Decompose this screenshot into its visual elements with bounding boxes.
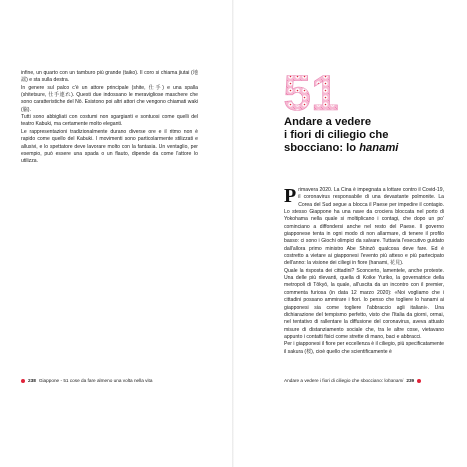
chapter-title-text: sbocciano: lo [284, 142, 360, 154]
chapter-title [284, 116, 444, 155]
right-paragraph [284, 187, 444, 268]
right-body-text [284, 187, 444, 356]
left-page-number: 238 [28, 378, 36, 383]
left-paragraph: Le rappresentazioni tradizionalmente durano diverse ore e il ritmo non è rapido come quello del Kabuki. I movimenti sono particolarmente stilizzati e allusivi, e lo spettatore deve lavorare molto con la fantasia. Un ventaglio, per esempio, può essere una spada o un flauto, dipende da come l'attore lo utilizza. [21, 128, 198, 165]
right-running-head-italic: hanami [387, 378, 404, 383]
first-paragraph-text: rimavera 2020. La Cina è impegnata a lottare contro il Covid-19, il coronavirus responsabile di una devastante polmonite. La Corea del Sud segue a blocca il Paese per impedire il contagio. Lo stesso Giappone ha una nave da crociera bloccata nel porto di Yokohama nella quale si moltiplicano i contagi, che dopo un po' cominciano a diffondersi anche nel resto del Paese. Il governo giapponese tenta in ogni modo di non allarmare, di tenere il profilo basso: ci sono i Giochi olimpici da salvare. Tuttavia l'esecutivo guidato dall'allora primo ministro Abe Shinzō qualcosa deve fare. Ed è costretto a vietare ai giapponesi l'evento più atteso e più partecipato dell'anno: la visione dei ciliegi in fiore (hanami, 花見). [284, 187, 444, 267]
right-folio [284, 378, 421, 384]
folio-dot-icon [21, 379, 25, 383]
chapter-number-badge [283, 65, 339, 121]
chapter-title-line: i fiori di ciliegio che [284, 129, 389, 141]
left-body-text [21, 70, 198, 165]
right-paragraph: Per i giapponesi il fiore per eccellenza è il ciliegio, più specificatamente il sakura (桜), cioè quello che scientificamente è [284, 341, 444, 355]
left-paragraph: In genere sul palco c'è un attore principale (shite, 仕手) e una spalla (shitetsure, 仕手連れ). Questi due indossano le meravigliose maschere che sono caratteristiche del Nō. Esistono poi altri attori che vengono chiamati waki (脇). [21, 84, 198, 113]
left-folio [21, 378, 152, 384]
right-page-number: 239 [406, 378, 415, 383]
chapter-number: 51 [283, 65, 339, 121]
chapter-title-line [284, 142, 444, 155]
left-paragraph: infine, un quarto con un tamburo più grande (taiko). Il coro si chiama jiutai (地謡) e sta sulla destra. [21, 70, 198, 84]
left-running-head: Giappone - 51 cose da fare almeno una volta nella vita [38, 378, 153, 383]
drop-cap: P [284, 185, 297, 207]
left-paragraph: Tutti sono abbigliati con costumi non sgargianti e sontuosi come quelli del teatro Kabuki, ma certamente molto eleganti. [21, 114, 198, 128]
folio-dot-icon [417, 379, 421, 383]
right-running-head: Andare a vedere i fiori di ciliegio che sbocciano: lo [284, 378, 388, 383]
right-paragraph: Quale la risposta dei cittadini? Sconcerto, lamentele, anche proteste. Una delle più rilevanti, quella di Koike Yuriko, la governatrice della metropoli di Tōkyō, la quale, all'uscita da un incontro con il premier, commenta furiosa (in data 12 marzo 2020): «Noi vogliamo che i cittadini possano ammirare i fiori. Io penso che togliere lo hanami ai giapponesi sia come togliere l'abbraccio agli italiani». Una dichiarazione del tempismo perfetto, visto che l'Italia da giorni, ormai, nel tentativo di rallentare la diffusione del coronavirus, aveva attuato misure di distanziamento sociale che, tra le altre cose, vietavano appunto i contatti fisici come strette di mano, baci e abbracci. [284, 267, 444, 340]
left-page [0, 0, 233, 467]
chapter-title-italic: hanami [359, 142, 399, 154]
chapter-title-line: Andare a vedere [284, 116, 372, 128]
